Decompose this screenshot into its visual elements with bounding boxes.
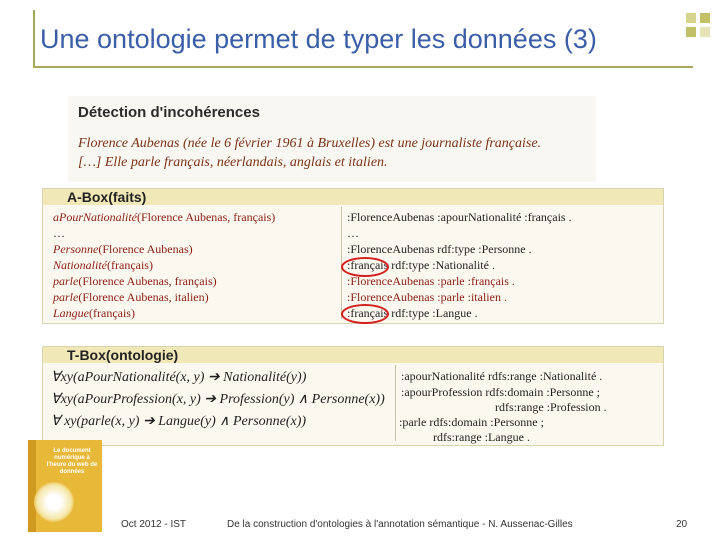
abox-fact: parle(Florence Aubenas, italien) xyxy=(53,290,209,304)
decor-square xyxy=(686,13,696,23)
tbox-axiom: :parle rdfs:domain :Personne ; xyxy=(399,415,544,429)
book-spine xyxy=(28,440,36,532)
decor-square xyxy=(686,27,696,37)
abox-fact: Personne(Florence Aubenas) xyxy=(53,242,193,256)
abox-triple: :FlorenceAubenas :apourNationalité :français . xyxy=(347,210,572,224)
tbox-formula: ∀xy(aPourProfession(x, y) ➔ Profession(y) ∧ Personne(x)) xyxy=(51,392,385,407)
tbox-axiom: :apourProfession rdfs:domain :Personne ; xyxy=(401,385,600,399)
abox-fact: … xyxy=(53,226,65,240)
tbox-formula: ∀xy(aPourNationalité(x, y) ➔ Nationalité(y)) xyxy=(51,370,307,385)
header-vertical-line xyxy=(33,10,35,68)
tbox-formula: ∀ xy(parle(x, y) ➔ Langue(y) ∧ Personne(x)) xyxy=(51,414,307,429)
abox-triple: :français rdf:type :Nationalité . xyxy=(347,258,495,272)
abox-title: A-Box(faits) xyxy=(67,189,147,205)
decor-square xyxy=(700,27,710,37)
abox-triple: … xyxy=(347,226,359,240)
abox-panel xyxy=(42,188,664,324)
inconsistency-circle xyxy=(341,304,389,324)
decor-square xyxy=(700,13,710,23)
header-horizontal-line xyxy=(33,66,693,68)
abox-triple: :FlorenceAubenas rdf:type :Personne . xyxy=(347,242,532,256)
page-number: 20 xyxy=(676,519,688,530)
tbox-axiom: rdfs:range :Profession . xyxy=(495,400,607,414)
tbox-axiom: :apourNationalité rdfs:range :Nationalité . xyxy=(401,369,603,383)
book-cover-image xyxy=(28,440,102,532)
book-cover-text: Le document numérique à l'heure du web de données xyxy=(46,448,98,475)
detection-line: […] Elle parle français, néerlandais, anglais et italien. xyxy=(78,155,388,170)
tbox-panel xyxy=(42,346,664,446)
abox-fact: Nationalité(français) xyxy=(53,258,153,272)
tbox-title: T-Box(ontologie) xyxy=(67,347,179,363)
abox-triple: :FlorenceAubenas :parle :italien . xyxy=(347,290,507,304)
abox-triple: :français rdf:type :Langue . xyxy=(347,306,478,320)
footer-title: De la construction d'ontologies à l'annotation sémantique - N. Aussenac-Gilles xyxy=(227,519,573,530)
abox-fact: parle(Florence Aubenas, français) xyxy=(53,274,217,288)
footer-date: Oct 2012 - IST xyxy=(121,519,187,530)
abox-triple: :FlorenceAubenas :parle :français . xyxy=(347,274,515,288)
slide-title: Une ontologie permet de typer les données (3) xyxy=(40,24,597,54)
abox-fact: Langue(français) xyxy=(53,306,135,320)
tbox-axiom: rdfs:range :Langue . xyxy=(433,430,530,444)
tbox-divider xyxy=(395,365,396,441)
detection-line: Florence Aubenas (née le 6 février 1961 à Bruxelles) est une journaliste française. xyxy=(78,136,542,151)
flower-image xyxy=(34,482,74,522)
abox-fact: aPourNationalité(Florence Aubenas, français) xyxy=(53,210,276,224)
detection-heading: Détection d'incohérences xyxy=(78,104,260,121)
inconsistency-circle xyxy=(341,257,389,277)
